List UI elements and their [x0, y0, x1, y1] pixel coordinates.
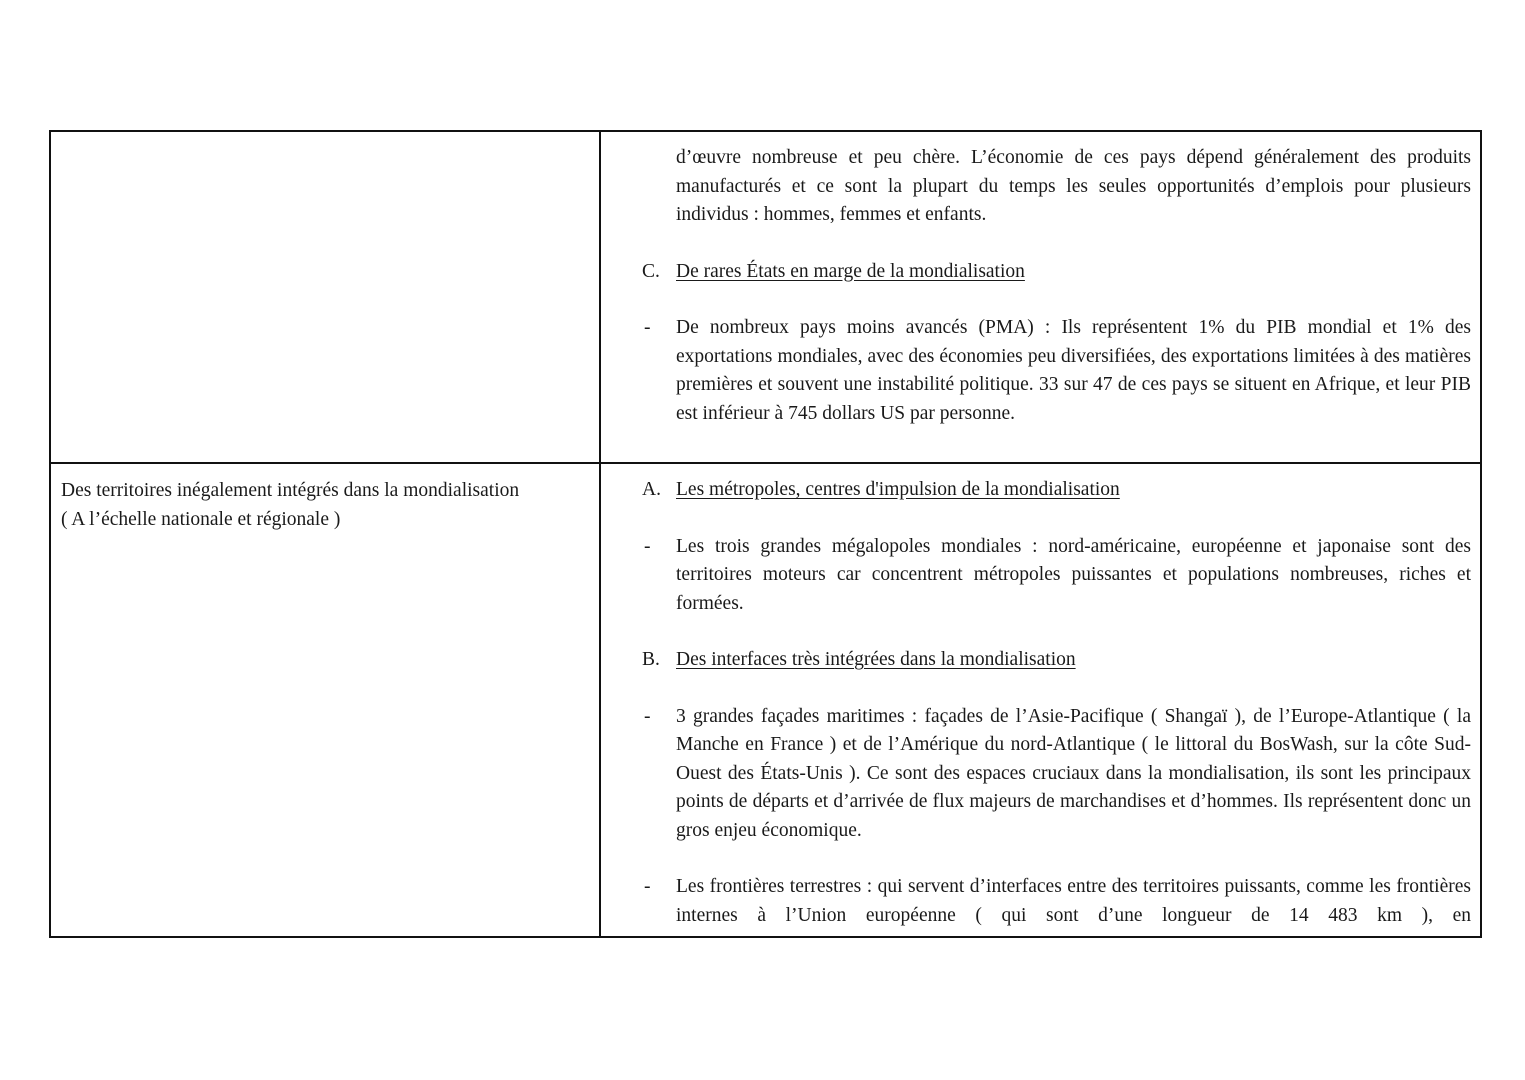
bullet-item — [644, 703, 1471, 846]
content-table — [49, 130, 1482, 938]
dash-bullet: - — [644, 876, 651, 897]
row-title: Des territoires inégalement intégrés dans la mondialisation — [61, 480, 520, 501]
table-row — [50, 131, 1481, 463]
bullet-text: Les trois grandes mégalopoles mondiales : nord-américaine, européenne et japonaise sont des territoires moteurs car concentrent métropoles puissantes et populations nombreuses, riches et formées. — [676, 535, 1471, 614]
section-heading-a — [642, 476, 1471, 505]
left-cell-empty — [50, 131, 600, 463]
right-cell — [600, 131, 1481, 463]
section-title: De rares États en marge de la mondialisation — [676, 260, 1025, 282]
section-heading-b — [642, 646, 1471, 675]
bullet-text: 3 grandes façades maritimes : façades de l’Asie-Pacifique ( Shangaï ), de l’Europe-Atlantique ( la Manche en France ) et de l’Amérique du nord-Atlantique ( le littoral du BosWash, sur la côte Sud-Ouest des États-Unis ). Ce sont des espaces cruciaux dans la mondialisation, ils sont les principaux points de départs et d’arrivée de flux majeurs de marchandises et d’hommes. Ils représentent donc un gros enjeu économique. — [676, 705, 1471, 841]
bullet-text: De nombreux pays moins avancés (PMA) : Ils représentent 1% du PIB mondial et 1% des exportations mondiales, avec des économies peu diversifiées, des exportations limitées à des matières premières et souvent une instabilité politique. 33 sur 47 de ces pays se situent en Afrique, et leur PIB est inférieur à 745 dollars US par personne. — [676, 317, 1471, 424]
section-title: Les métropoles, centres d'impulsion de la mondialisation — [676, 479, 1120, 500]
table-row — [50, 463, 1481, 937]
bullet-text: Les frontières terrestres : qui servent d’interfaces entre des territoires puissants, comme les frontières internes à l’Union européenne ( qui sont d’une longueur de 14 483 km ), en — [676, 876, 1471, 926]
bullet-item — [644, 873, 1471, 930]
bullet-item — [644, 533, 1471, 619]
section-letter: B. — [642, 649, 660, 670]
section-title: Des interfaces très intégrées dans la mondialisation — [676, 649, 1076, 670]
section-letter: C. — [642, 260, 660, 282]
dash-bullet: - — [644, 705, 651, 727]
section-letter: A. — [642, 479, 661, 500]
continuation-paragraph: d’œuvre nombreuse et peu chère. L’économie de ces pays dépend généralement des produits manufacturés et ce sont la plupart du temps les seules opportunités d’emplois pour plusieurs individus : hommes, femmes et enfants. — [676, 147, 1471, 225]
bullet-item — [644, 314, 1471, 428]
dash-bullet: - — [644, 535, 651, 557]
row-subtitle: ( A l’échelle nationale et régionale ) — [61, 508, 341, 530]
section-heading-c — [642, 258, 1471, 287]
right-cell — [600, 463, 1481, 937]
left-cell — [50, 463, 600, 937]
dash-bullet: - — [644, 317, 651, 338]
